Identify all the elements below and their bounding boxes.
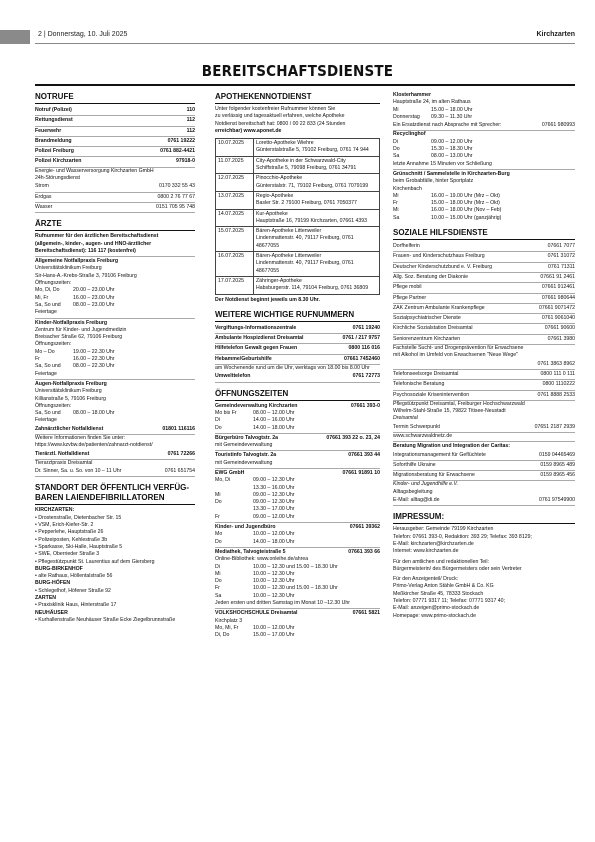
augen-line: Killianstraße 5, 79106 Freiburg [35,395,106,402]
impressum-line: Für den Anzeigenteil/ Druck: [393,576,459,583]
notruf-row: Rettungsdienst 112 [35,116,195,126]
page-date: 2 | Donnerstag, 10. Juli 2025 [38,31,128,38]
hilfe-list [393,451,575,482]
vhs-row: VOLKSHOCHSCHULE Dreisamtal 07661 5821 [215,610,380,617]
defi-location: • Sparkasse, Ski-Halle, Hauptstraße 5 [35,544,195,551]
notruf-row: Feuerwehr 112 [35,127,195,137]
time-row: Fr 15.00 – 18.00 Uhr (Mrz – Okt) [393,200,500,207]
time-row: Do 14.00 – 18.00 Uhr [215,424,295,431]
hilfsdienst-row: Deutscher Kinderschutzbund e. V. Freiburg 0761 71311 [393,263,575,273]
apotheke-info: Regio-Apotheke Basler Str. 2 79100 Freiburg, 0761 7050377 [256,192,357,207]
mediathek-row: Mediathek, Talvogteistraße 5 07661 393 66 [215,548,380,555]
defi-location: • Pepperlehe, Hauptstraße 26 [35,529,195,536]
defi-location: • Drostenstraße, Dietenbacher Str. 15 [35,515,195,522]
apotheke-date: 14.07.2025 [216,210,254,227]
apo-intro-line: zu verlässig und tagesaktuell erfahren, welche Apotheke [215,113,345,120]
aerzte-intro-line: Rufnummer für den ärztlichen Bereitschaftsdienst [35,233,159,240]
energie-row: Erdgas 0800 2 76 77 67 [35,193,195,203]
apotheke-row [216,227,379,252]
kinder-line: Breisacher Straße 62, 79106 Freiburg [35,334,123,341]
defi-location: • Schlegelhof, Höfener Straße 92 [35,588,195,595]
defi-location: • SWE, Oberrieder Straße 3 [35,551,195,558]
time-row: 13.30 – 16.00 Uhr [253,484,295,491]
weitere-list [215,324,380,365]
time-row: Sa 10.00 – 12.30 Uhr [215,592,295,599]
time-row: Mi 15.00 – 18.00 Uhr [393,106,473,113]
apo-intro-line: Notdienst bereitschaft hat: 0800 / 00 22 833 (24 Stunden [215,120,346,127]
vhs-times [215,625,380,640]
hilfe-title: Beratung Migration und Integration der Caritas: [393,443,511,450]
kinder-times [35,349,195,378]
defi-location: • VSM, Erich-Kiefer-Str. 2 [35,522,195,529]
rufnummer-row: Hebamme/Geburtshilfe 07661 7452460 [215,355,380,365]
aerzte-intro-line: (allgemein-, kinder-, augen- und HNO-ärztlicher [35,240,152,247]
allg-line: Sir-Hans-A.-Krebs-Straße 3, 79106 Freiburg [35,272,137,279]
column-left [35,92,195,624]
zahn-row: Zahnärztlicher Notfalldienst 01801 116116 [35,425,195,435]
time-row: Mi 16.00 – 18.00 Uhr (Nov – Feb) [393,207,502,214]
sucht-line: mit Alkohol im Umfeld von Erwachsenen "Neue Wege" [393,352,518,359]
defi-list-hoefen [35,588,195,595]
apotheken-table [215,138,380,294]
section-title-apotheken: APOTHEKENNOTDIENST [215,92,380,104]
kinder-notfallpraxis-title: Kinder-Notfallpraxis Freiburg [35,319,108,326]
zahn-link[interactable]: https://www.kzvbw.de/patienten/zahnarzt-notdienst/ [35,442,153,449]
hilfe-row: E-Mail: alltag@di.de 0761 97549900 [393,496,575,506]
allg-line: Universitätsklinikum Freiburg [35,265,102,272]
column-middle [215,92,380,640]
time-row: Di 09.00 – 12.00 Uhr [393,138,473,145]
mediathek-note: Jeden ersten und dritten Samstag im Monat 10 –12.30 Uhr [215,600,350,607]
defi-location: • Pflegestützpunkt St. Laurentius auf dem Giersberg [35,559,195,566]
kj-times [215,531,380,546]
defi-location: • alte Rathaus, Höllentalstraße 56 [35,573,195,580]
time-row: Mo 10.00 – 12.00 Uhr [215,531,295,538]
psy-line: Wilhelm-Stahl-Straße 15, 79822 Titisee-Neustadt [393,408,506,415]
time-row: Do 14.00 – 18.00 Uhr [215,538,295,545]
time-row: Di, Do 15.00 – 17.00 Uhr [215,632,295,639]
rufnummer-row: Ambulante Hospizdienst Dreisamtal 0761 / 217 9757 [215,334,380,344]
defi-location: • Kurhallenstraße Neuhäuser Straße Ecke Ziegelbrunnstraße [35,617,195,624]
psy-row: Psychosoziale Krisenintervention 0761 8888 2533 [393,391,575,401]
weitere-note: am Wochenende rund um die Uhr, werktags von 18.00 bis 8.00 Uhr [215,365,370,372]
augen-notfallpraxis-title: Augen-Notfallpraxis Freiburg [35,380,107,387]
gv-times [215,410,380,432]
allg-times [35,287,195,316]
time-row: Mo bis Fr 08.00 – 12.00 Uhr [215,409,295,416]
hilfsdienst-row: Sozialpsychiatrischer Dienste 0761 9061040 [393,314,575,324]
apo-intro [215,106,380,135]
tier-row: Tierärztl. Notfalldienst 0761 72266 [35,450,195,460]
kloster-title: Klosterhammer [393,92,432,98]
impressum-line: Für den amtlichen und redaktionellen Teil: [393,558,489,565]
impressum-line: Homepage: www.primo-stockach.de [393,612,477,619]
time-row: Mi 09.00 – 12.30 Uhr [215,491,295,498]
time-row: Mo, Di 09.00 – 12.30 Uhr [215,477,295,484]
apotheke-date: 13.07.2025 [216,192,254,209]
apotheke-date: 11.07.2025 [216,157,254,174]
section-title-soziale: SOZIALE HILFSDIENSTE [393,228,575,240]
apotheke-date: 15.07.2025 [216,227,254,251]
apotheke-row [216,139,379,157]
impressum-block [393,526,575,620]
hilfe-row: Migrationsberatung für Erwachsene 0159 8965 456 [393,471,575,481]
impressum-line: Internet: www.kirchzarten.de [393,548,459,555]
section-title-aerzte: ÄRZTE [35,219,195,231]
rufnummer-row: Vergiftungs-Informationszentrale 0761 19240 [215,324,380,334]
defi-location: • Polizeiposten, Kehlestraße 3b [35,537,195,544]
gv-row: Gemeindeverwaltung Kirchzarten 07661 393-0 [215,402,380,409]
notruf-row: Polizei Freiburg 0761 882-4421 [35,147,195,157]
time-row: Sa, So und Feiertage 08.00 – 18.00 Uhr [35,410,115,424]
tier-row-2: Dr. Sinner, Sa. u. So. von 10 – 11 Uhr 0761 651754 [35,467,195,477]
section-title-weitere: WEITERE WICHTIGE RUFNUMMERN [215,310,380,322]
hilfsdienst-row: Frauen- und Kinderschutzhaus Freiburg 0761 31072 [393,252,575,262]
augen-line: Universitätsklinikum Freiburg [35,388,102,395]
kloster-times [393,107,575,122]
recycling-title: Recyclinghof [393,131,426,138]
defi-subtitle: NEUHÄUSER [35,609,68,616]
bb-row: Bürgerbüro Talvogtstr. 2a 07661 393 22 o. 23, 24 [215,434,380,441]
impressum-line: E-Mail: anzeigen@primo-stockach.de [393,605,480,612]
recycling-note: letzte Annahme 15 Minuten vor Schließung [393,160,492,167]
apo-intro-line: erreichbar) www.aponet.de [215,127,282,134]
apo-note: Der Notdienst beginnt jeweils um 8.30 Uhr. [215,296,320,303]
psy-row-2: Termin Schwerpunkt 07651 2187 2939 [393,423,575,433]
time-row: Fr 09.00 – 12.00 Uhr [215,513,295,520]
time-row: 13.30 – 17.00 Uhr [253,506,295,513]
sucht-line: Fachstelle Sucht- und Drogenprävention für Erwachsene [393,345,524,352]
time-row: Mi 10.00 – 12.30 Uhr [215,570,295,577]
apotheke-row [216,157,379,175]
notruf-row: Polizei Kirchzarten 97918-0 [35,157,195,167]
hilfsdienst-row: ZAK Zentrum Ambulante Krankenpflege 07661 9071472 [393,304,575,314]
impressum-line: Telefon: 07661 393-0, Redaktion: 393 29; Telefax: 393 8129; [393,533,532,540]
time-row: Di 14.00 – 16.00 Uhr [215,417,295,424]
hilfe-line: Kinder- und Jugendhilfe e.V. [393,481,458,488]
time-row: Do 09.00 – 12.30 Uhr [215,499,295,506]
defi-subtitle: ZARTEN [35,595,57,602]
impressum-line: Telefon: 07771 9317 11; Telefax: 07771 9317 40; [393,598,506,605]
apotheke-info: Loretto-Apotheke Wiehre Günterstalstraße 5, 79102 Freiburg, 0761 74 944 [256,140,369,154]
time-row: Do 15.30 – 18.30 Uhr [393,146,473,153]
time-row: Sa, So und Feiertage 08.00 – 22.30 Uhr [35,363,115,377]
energie-row: Strom 0170 332 55 43 [35,182,195,192]
section-title-impressum: IMPRESSUM: [393,512,575,524]
apotheke-date: 10.07.2025 [216,139,254,156]
time-row: Fr 16.00 – 22.30 Uhr [35,356,115,363]
defi-subtitle: BURG-BIRKENHOF [35,565,83,572]
time-row: Mi, Fr 16.00 – 23.00 Uhr [35,294,115,301]
page-tab-marker [0,30,30,44]
kinder-line: Öffnungszeiten: [35,341,72,348]
apotheke-row [216,210,379,228]
allg-line: Öffnungszeiten: [35,280,72,287]
time-row: Sa 08.00 – 13.00 Uhr [393,153,473,160]
notruf-row: Brandmeldung 0761 19222 [35,137,195,147]
time-row: Fr 10.00 – 12.30 und 15.00 – 18.30 Uhr [215,585,338,592]
gruen-line: Kirchenbach [393,185,422,192]
vhs-line: Kirchplatz 3 [215,617,243,624]
time-row: Di 10.00 – 12.30 und 15.00 – 18.30 Uhr [215,563,338,570]
soziale-list [393,242,575,345]
defi-subtitle: KIRCHZARTEN: [35,507,75,514]
tel-row: Telefonseelsorge Dreisamtal 0800 111 0 111 [393,370,575,380]
augen-times [35,410,195,425]
ewg-row: EWG GmbH 07661 91891 10 [215,469,380,476]
ewg-times [215,477,380,521]
impressum-line: E-Mail: kirchzarten@kirchzarten.de [393,540,474,547]
mediathek-line: Online-Bibliothek: www.onleihe.de/ahrea [215,556,309,563]
aerzte-intro-line: Bereitschaftsdienst): 116 117 (kostenfrei) [35,247,136,254]
hilfsdienst-row: Seniorenzentrum Kirchzarten 07661 3980 [393,335,575,345]
hilfsdienst-row: Allg. Soz. Beratung der Diakonie 07661 91 2461 [393,273,575,283]
gruen-title: Grünschnitt / Sammelstelle in Kirchzarten-Burg [393,170,510,177]
bb-line: mit Gemeindeverwaltung [215,442,273,449]
aerzte-intro [35,233,195,255]
apo-intro-line: Unter folgender kostenfreier Rufnummer können Sie [215,106,336,112]
hilfsdienst-row: Dorfhelferin 07661 7077 [393,242,575,252]
notruf-row: Notruf (Polizei) 110 [35,106,195,116]
apotheke-row [216,174,379,192]
psy-link[interactable]: www.schwarzwaldnetz.de [393,432,453,439]
apotheke-info: Kur-Apotheke Hauptstraße 16, 79199 Kirchzarten, 07661 4393 [256,210,368,224]
page-header [0,30,595,44]
hilfsdienst-row: Pflege mobil 07661 912461 [393,283,575,293]
time-row: Do 10.00 – 12.30 Uhr [215,578,295,585]
apotheke-date: 17.07.2025 [216,277,254,294]
time-row: Mo, Mi, Fr 10.00 – 12.00 Uhr [215,624,295,631]
section-title-defi: STANDORT DER ÖFFENTLICH VERFÜG-BAREN LAIENDEFIBRILLATOREN [35,483,195,505]
apotheke-date: 12.07.2025 [216,174,254,191]
apotheke-info: City-Apotheke in der Schwarzwald-City Schiffstraße 5, 79098 Freiburg, 0761 34791 [256,157,357,172]
energie-row: Wasser 0151 705 95 748 [35,203,195,213]
section-title-notrufe: NOTRUFE [35,92,195,104]
sucht-row: 0761 3863 8962 [393,360,575,370]
hilfe-row: Integrationsmanagement für Geflüchtete 0159 04465469 [393,451,575,461]
page-location: Kirchzarten [536,31,575,38]
apotheke-date: 16.07.2025 [216,252,254,276]
psy-line: Dreisamtal [393,415,418,422]
apotheke-info: Bären-Apotheke Littenweiler Lindenmattenstr. 40, 79117 Freiburg, 0761 48677055 [256,228,354,249]
impressum-line: Primo-Verlag Anton Stähle GmbH & Co. KG [393,583,494,590]
umwelt-row: Umwelttelefon 0761 72773 [215,372,380,382]
time-row: Mo – Do 19.00 – 22.30 Uhr [35,348,115,355]
header-rule [35,43,575,44]
impressum-line: Bürgermeisterin/ des Bürgermeisters oder sein Vertreter [393,565,522,572]
energie-line: Energie- und Wasserversorgung Kirchzarten GmbH [35,167,154,174]
column-right [393,92,575,620]
kloster-row: Ein Ersatzdienst nach Absprache mit Sprecher: 07661 980993 [393,121,575,131]
notrufe-list [35,106,195,168]
gruen-times [393,193,575,222]
impressum-line: Herausgeber: Gemeinde 79199 Kirchzarten [393,526,494,533]
mediathek-times [215,564,380,600]
time-row: Mo, Di, Do 20.00 – 23.00 Uhr [35,287,115,294]
energie-line: 24h-Störungsdienst [35,175,80,182]
recycling-times [393,139,575,161]
allg-notfallpraxis-title: Allgemeine Notfallpraxis Freiburg [35,258,119,265]
defi-list-neuhaeuser [35,617,195,624]
apotheke-row [216,192,379,210]
zahn-line: Weitere Informationen finden Sie unter: [35,434,126,441]
hilfe-row: Soforthilfe Ukraine 0159 8965 489 [393,461,575,471]
tv-line: mit Gemeindeverwaltung [215,459,273,466]
title-rule [35,84,575,86]
rufnummer-row: Hilfetelefon Gewalt gegen Frauen 0800 116 016 [215,344,380,354]
page-title: BEREITSCHAFTSDIENSTE [201,62,394,80]
energie-list [35,182,195,213]
apotheke-row [216,252,379,277]
time-row: Mi 16.00 – 19.00 Uhr (Mrz – Okt) [393,192,500,199]
impressum-line: Meßkircher Straße 45, 78333 Stockach [393,590,484,597]
defi-subtitle: BURG-HÖFEN [35,580,71,587]
apotheke-row [216,277,379,294]
gruen-line: beim Grobabfälle, hinter Sportplatz [393,178,474,185]
kloster-line: Hauptstraße 24, im alten Rathaus [393,99,471,106]
defi-list-zarten [35,602,195,609]
tel-row: Telefonische Beratung 0800 1110222 [393,380,575,390]
time-row: Sa 10.00 – 15.00 Uhr (ganzjährig) [393,214,502,221]
section-title-oeffnungszeiten: ÖFFNUNGSZEITEN [215,389,380,401]
hilfsdienst-row: Pflege Partner 07661 980644 [393,294,575,304]
hilfe-line: Alltagsbegleitung [393,488,433,495]
energie-block [35,168,195,183]
kinder-line: Zentrum für Kinder- und Jugendmedizin [35,326,127,333]
tv-row: Touristinfo Talvogtstr. 2a 07661 393 44 [215,452,380,459]
augen-line: Öffnungszeiten: [35,402,72,409]
time-row: Donnerstag 09.30 – 11.30 Uhr [393,113,473,120]
psy-line: Pflegstützpunkt Dreisamtal, Freiburger Hochschwarzwald [393,400,525,407]
apotheke-info: Bären-Apotheke Littenweiler Lindenmattenstr. 40, 79117 Freiburg, 0761 48677055 [256,253,354,274]
apotheke-info: Zähringer-Apotheke Habsburgerstr. 114, 79104 Freiburg, 0761 36809 [256,277,369,292]
defi-list-kirchzarten [35,515,195,566]
hilfsdienst-row: Kirchliche Sozialstation Dreisamtal 07661 90600 [393,324,575,334]
time-row: Sa, So und Feiertage 08.00 – 23.00 Uhr [35,301,115,316]
apotheke-info: Pinocchio-Apotheke Günterstalstr. 71, 79102 Freiburg, 0761 7079199 [256,175,369,189]
kj-row: Kinder- und Jugendbüro 07661 39362 [215,524,380,531]
tier-line: Tierarztpraxis Dreisamtal [35,459,93,466]
defi-location: • Praxisklinik Haus, Hinterstraße 17 [35,602,195,609]
